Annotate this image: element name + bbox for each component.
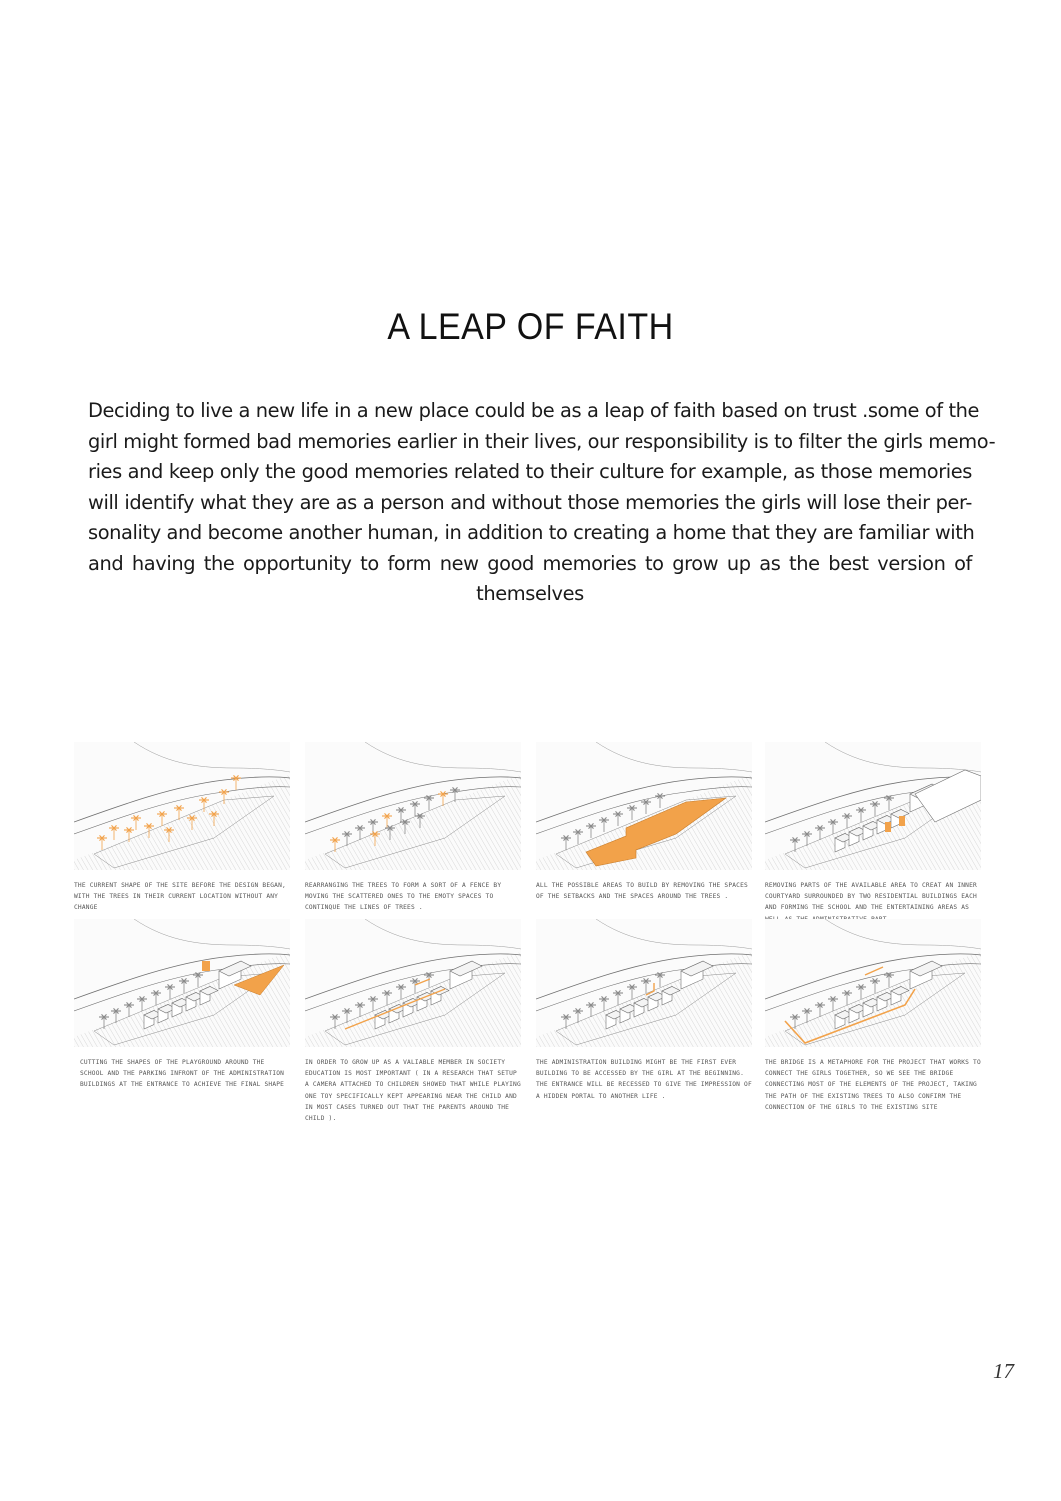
diagram-caption: CUTTING THE SHAPES OF THE PLAYGROUND AROUND THE SCHOOL AND THE PARKING INFRONT OF THE ADMINISTRATION BUILDINGS AT THE ENTRANCE TO ACHIEVE THE FINAL SHAPE: [80, 1059, 285, 1089]
site-boundary: [365, 742, 521, 772]
diagram-caption: IN ORDER TO GROW UP AS A VALIABLE MEMBER IN SOCIETY EDUCATION IS MOST IMPORTANT ( IN A RESEARCH THAT SETUP A CAMERA ATTACHED TO CHILDREN SHOWED THAT WHILE PLAYING ONE TOY SPECIFICALLY KEPT APPEARING NEAR THE CHILD AND IN MOST CASES TURNED OUT THAT THE PARENTS AROUND THE CHILD ).: [305, 1059, 521, 1123]
accent-marker: [899, 816, 905, 826]
diagram-caption: THE ADMINISTRATION BUILDING MIGHT BE THE FIRST EVER BUILDING TO BE ACCESSED BY THE GIRL AT THE BEGINNING. THE ENTRANCE WILL BE RECESSED TO GIVE THE IMPRESSION OF A HIDDEN PORTAL TO ANOTHER LIFE .: [536, 1059, 752, 1100]
site-boundary: [596, 742, 752, 772]
path-highlight: [415, 979, 430, 985]
diagram-caption: REARRANGING THE TREES TO FORM A SORT OF A FENCE BY MOVING THE SCATTERED ONES TO THE EMOTY SPACES TO CONTINQUE THE LINES OF TREES .: [305, 882, 502, 912]
site-diagram-administration: [536, 919, 752, 1047]
diagram-panel-6: [305, 919, 521, 1124]
diagram-panel-8: [765, 919, 981, 1113]
diagram-caption: THE BRIDGE IS A METAPHORE FOR THE PROJECT THAT WORKS TO CONNECT THE GIRLS TOGETHER, SO WE SEE THE BRIDGE CONNECTING MOST OF THE ELEMENTS OF THE PROJECT, TAKING THE PATH OF THE EXISTING TREES TO ALSO CONFIRM THE CONNECTION OF THE GIRLS TO THE EXISTING SITE: [765, 1059, 981, 1111]
accent-marker: [202, 961, 210, 971]
site-boundary: [134, 742, 290, 772]
intro-line: sonality and become another human, in addition to creating a home that they are familiar with: [88, 521, 975, 544]
intro-line: will identify what they are as a person and without those memories the girls will lose their per-: [88, 490, 972, 514]
intro-line: ries and keep only the good memories related to their culture for example, as those memories: [88, 460, 972, 483]
diagram-caption: REMOVING PARTS OF THE AVAILABLE AREA TO CREAT AN INNER COURTYARD SURROUNDED BY TWO RESIDENTIAL BUILDINGS EACH AND FORMING THE SCHOOL AND THE ENTERTAINING AREAS AS WELL AS THE ADMINISTRATIVE PART.: [765, 882, 977, 923]
site-boundary: [825, 742, 981, 772]
intro-line: girl might formed bad memories earlier in their lives, our responsibility is to filter the girls memo-: [88, 429, 996, 453]
diagram-panel-1: [74, 742, 290, 914]
page-number: 17: [993, 1359, 1014, 1383]
diagram-panel-3: [536, 742, 752, 902]
diagram-panel-5: [74, 919, 290, 1091]
site-diagram-courtyard: [765, 742, 981, 870]
site-diagram-playground: [74, 919, 290, 1047]
site-diagram-bridge: [765, 919, 981, 1047]
diagram-caption: ALL THE POSSIBLE AREAS TO BUILD BY REMOVING THE SPACES OF THE SETBACKS AND THE SPACES AROUND THE TREES .: [536, 882, 748, 901]
site-boundary: [365, 919, 521, 949]
diagram-caption: THE CURRENT SHAPE OF THE SITE BEFORE THE DESIGN BEGAN, WITH THE TREES IN THEIR CURRENT LOCATION WITHOUT ANY CHANGE: [74, 882, 286, 912]
intro-paragraph: [88, 396, 996, 610]
bridge-highlight: [865, 967, 883, 975]
intro-line: Deciding to live a new life in a new place could be as a leap of faith based on trust .some of the: [88, 399, 980, 422]
diagram-panel-4: [765, 742, 981, 925]
site-diagram-buildable-area: [536, 742, 752, 870]
accent-marker: [885, 822, 891, 832]
site-diagram-education: [305, 919, 521, 1047]
site-boundary: [596, 919, 752, 949]
diagram-panel-2: [305, 742, 521, 914]
site-diagram-trees-scattered: [74, 742, 290, 870]
site-diagram-trees-lined: [305, 742, 521, 870]
intro-line: themselves: [476, 582, 584, 605]
site-boundary: [134, 919, 290, 949]
diagram-panel-7: [536, 919, 752, 1102]
intro-line: and having the opportunity to form new good memories to grow up as the best version of: [88, 551, 972, 575]
page-title: A LEAP OF FAITH: [387, 306, 674, 347]
site-boundary: [825, 919, 981, 949]
